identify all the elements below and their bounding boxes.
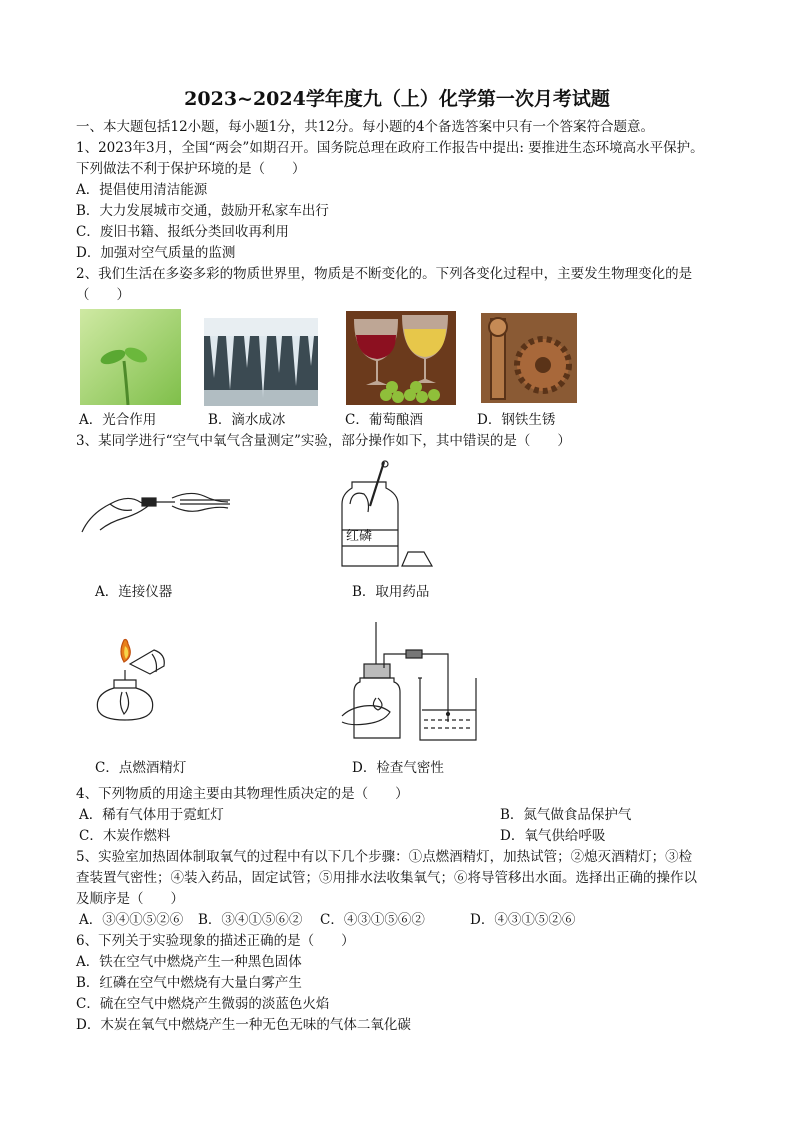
wine-image — [346, 311, 456, 405]
q6-stem: 6、下列关于实验现象的描述正确的是（ ） — [76, 933, 355, 949]
q2-option-b: B．滴水成冰 — [208, 412, 286, 428]
icicles-image — [204, 318, 318, 406]
airtightness-check-figure — [340, 622, 480, 742]
q2-option-c: C．葡萄酿酒 — [345, 412, 423, 428]
q1-option-c: C．废旧书籍、报纸分类回收再利用 — [76, 224, 289, 240]
q4-option-c: C．木炭作燃料 — [79, 828, 171, 844]
q5-option-d: D．④③①⑤②⑥ — [470, 912, 576, 928]
q1-option-a: A．提倡使用清洁能源 — [76, 182, 208, 198]
q5-stem-line2: 查装置气密性；④装入药品，固定试管；⑤用排水法收集氧气；⑥将导管移出水面。选择出正确的操作以 — [76, 870, 697, 886]
q1-option-d: D．加强对空气质量的监测 — [76, 245, 236, 261]
exam-title: 2023~2024学年度九（上）化学第一次月考试题 — [184, 88, 610, 110]
photosynthesis-image — [80, 309, 181, 405]
q1-stem-line1: 1、2023年3月，全国“两会”如期召开。国务院总理在政府工作报告中提出: 要推进生态环境高水平保护。 — [76, 140, 704, 156]
q5-stem-line3: 及顺序是（ ） — [76, 891, 184, 907]
q6-option-d: D．木炭在氧气中燃烧产生一种无色无味的气体二氧化碳 — [76, 1017, 411, 1033]
q4-option-d: D．氧气供给呼吸 — [500, 828, 606, 844]
q2-option-a: A．光合作用 — [79, 412, 157, 428]
q2-option-d: D．钢铁生锈 — [477, 412, 556, 428]
section-heading: 一、本大题包括12小题，每小题1分，共12分。每小题的4个备选答案中只有一个答案符合题意。 — [76, 119, 655, 135]
q3-option-c: C．点燃酒精灯 — [95, 760, 187, 776]
jar-label: 红磷 — [346, 529, 373, 544]
q6-option-c: C．硫在空气中燃烧产生微弱的淡蓝色火焰 — [76, 996, 330, 1012]
q6-option-a: A．铁在空气中燃烧产生一种黑色固体 — [76, 954, 302, 970]
q5-option-b: B．③④①⑤⑥② — [198, 912, 303, 928]
q1-option-b: B．大力发展城市交通，鼓励开私家车出行 — [76, 203, 329, 219]
connecting-tubes-figure — [80, 484, 230, 536]
q5-option-a: A．③④①⑤②⑥ — [79, 912, 184, 928]
q5-stem-line1: 5、实验室加热固体制取氧气的过程中有以下几个步骤：①点燃酒精灯，加热试管；②熄灭酒精灯；③检 — [76, 849, 693, 865]
q3-option-a: A．连接仪器 — [95, 584, 173, 600]
q6-option-b: B．红磷在空气中燃烧有大量白雾产生 — [76, 975, 302, 991]
q4-option-a: A．稀有气体用于霓虹灯 — [79, 807, 224, 823]
q1-stem-line2: 下列做法不利于保护环境的是（ ） — [76, 161, 306, 177]
q2-stem-line1: 2、我们生活在多姿多彩的物质世界里，物质是不断变化的。下列各变化过程中，主要发生物理变化的是 — [76, 266, 693, 282]
q4-stem: 4、下列物质的用途主要由其物理性质决定的是（ ） — [76, 786, 409, 802]
rusty-gears-image — [481, 313, 577, 403]
red-phosphorus-jar-figure — [340, 460, 440, 570]
q5-option-c: C．④③①⑤⑥② — [320, 912, 425, 928]
q3-option-b: B．取用药品 — [352, 584, 430, 600]
q2-stem-line2: （ ） — [76, 287, 130, 303]
q4-option-b: B．氮气做食品保护气 — [500, 807, 632, 823]
q3-stem: 3、某同学进行“空气中氧气含量测定”实验，部分操作如下，其中错误的是（ ） — [76, 433, 571, 449]
q3-option-d: D．检查气密性 — [352, 760, 444, 776]
alcohol-lamp-figure — [92, 632, 172, 722]
